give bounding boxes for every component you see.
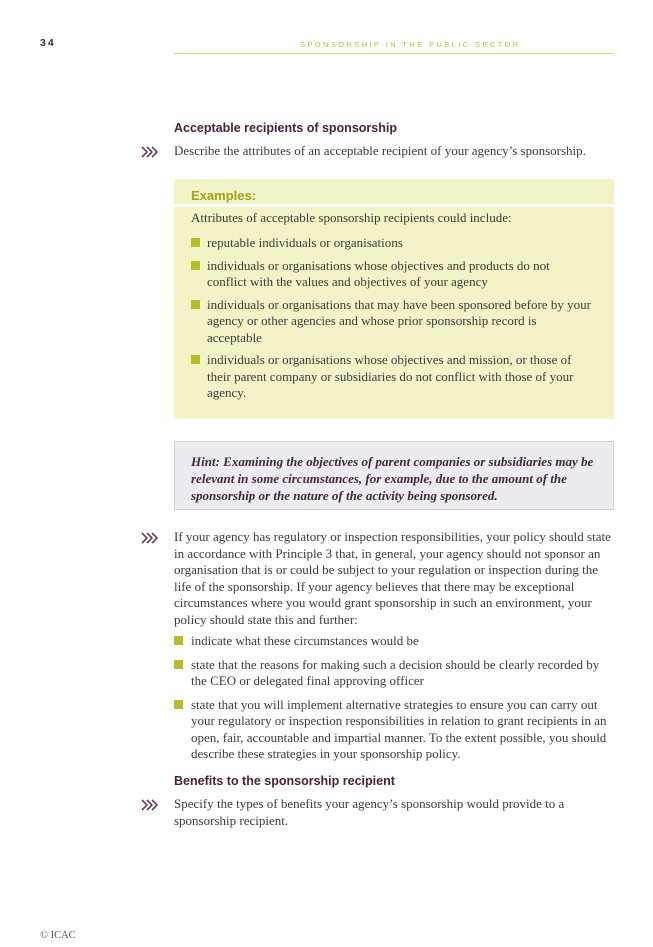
- examples-list: [191, 235, 591, 402]
- copyright-footer: © ICAC: [40, 930, 76, 941]
- list-item-text: individuals or organisations that may have been sponsored before by your agency or other agencies and whose prior sponsorship record is acceptable: [207, 296, 591, 345]
- square-bullet-icon: [191, 238, 200, 247]
- list-item: [191, 297, 591, 347]
- square-bullet-icon: [174, 660, 183, 669]
- running-title: SPONSORSHIP IN THE PUBLIC SECTOR: [300, 40, 521, 49]
- hint-text: Hint: Examining the objectives of parent companies or subsidiaries may be relevant in some circumstances, for example, due to the amount of the sponsorship or the nature of the activity being sponsored.: [191, 454, 594, 503]
- regulatory-list: [174, 633, 614, 763]
- double-chevron-icon: [140, 532, 160, 544]
- square-bullet-icon: [191, 261, 200, 270]
- section-heading-benefits: Benefits to the sponsorship recipient: [174, 774, 395, 788]
- header-rule: [174, 53, 614, 54]
- square-bullet-icon: [191, 355, 200, 364]
- list-item-text: state that you will implement alternative strategies to ensure you can carry out your regulatory or inspection responsibilities in relation to grant recipients in an open, fair, accountable and impartial manner. To the extent possible, you should describe these strategies in your sponsorship policy.: [191, 696, 607, 761]
- list-item: [174, 657, 614, 690]
- list-item: [191, 235, 591, 252]
- square-bullet-icon: [174, 636, 183, 645]
- list-item-text: state that the reasons for making such a decision should be clearly recorded by the CEO or delegated final approving officer: [191, 656, 600, 688]
- list-item-text: individuals or organisations whose objectives and mission, or those of their parent company or subsidiaries do not conflict with those of your agency.: [207, 352, 574, 400]
- regulatory-paragraph: If your agency has regulatory or inspection responsibilities, your policy should state in accordance with Principle 3 that, in general, your agency should not sponsor an organisation that is or could be subject to your regulation or inspection during the life of the sponsorship. If your agency believes that there may be exceptional circumstances where you would grant sponsorship in such an environment, your policy should state this and further:: [174, 529, 611, 627]
- instruction-acceptable-recipients: Describe the attributes of an acceptable recipient of your agency’s sponsorship.: [174, 143, 586, 158]
- section-heading-acceptable-recipients: Acceptable recipients of sponsorship: [174, 121, 397, 135]
- list-item-text: indicate what these circumstances would be: [191, 633, 419, 648]
- list-item: [191, 258, 591, 291]
- square-bullet-icon: [174, 700, 183, 709]
- list-item-text: individuals or organisations whose objectives and products do not conflict with the values and objectives of your agency: [207, 257, 550, 289]
- instruction-benefits: Specify the types of benefits your agency’s sponsorship would provide to a sponsorship recipient.: [174, 796, 565, 828]
- square-bullet-icon: [191, 300, 200, 309]
- list-item: [174, 697, 614, 763]
- examples-title: Examples:: [191, 188, 257, 203]
- list-item-text: reputable individuals or organisations: [207, 235, 403, 250]
- list-item: [191, 352, 591, 402]
- hint-box: [174, 441, 614, 510]
- examples-intro: Attributes of acceptable sponsorship recipients could include:: [191, 210, 512, 225]
- double-chevron-icon: [140, 146, 160, 158]
- list-item: [174, 633, 614, 650]
- double-chevron-icon: [140, 799, 160, 811]
- page-number: 34: [40, 37, 56, 49]
- examples-box: [174, 179, 614, 419]
